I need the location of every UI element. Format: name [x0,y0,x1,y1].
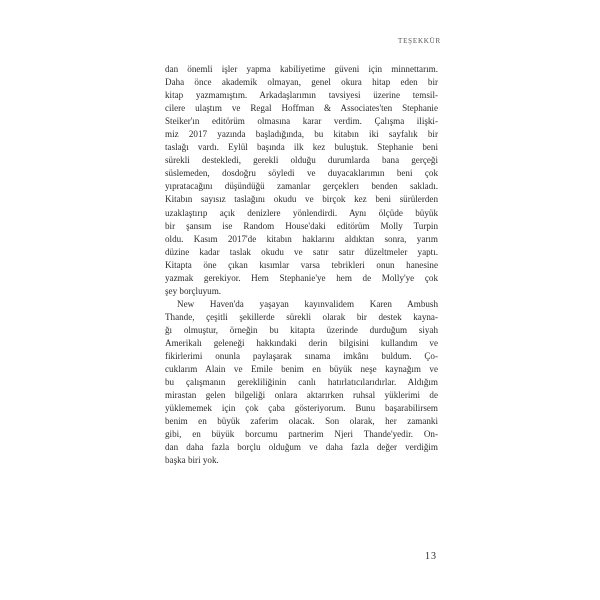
text-line: miz 2017 yazında başladığında, bu kitabın iki sayfalık bir [165,129,438,140]
text-line: cuklarım Alain ve Emile benim en büyük neşe kaynağım ve [165,364,438,375]
text-line: oldu. Kasım 2017'de kitabın haklarını aldıktan sonra, yarım [165,233,438,244]
text-line: bu çalışmanın gerekliliğinin canlı hatırlatıcılarıdırlar. Aldığım [165,377,438,388]
text-line: dan önemli işler yapma kabiliyetime güveni için minnettarım. [165,64,438,74]
text-line: düzine kadar taslak okudu ve satır satır düzeltmeler yaptı. [165,246,438,257]
text-line: gibi, en büyük borcumu partnerim Njeri Thande'yedir. On- [165,429,438,440]
text-line: sürekli destekledi, gerekli olduğu durumlarda bana gerçeği [165,155,438,166]
text-line: Thande, çeşitli şekillerde sürekli olarak bir destek kayna- [165,311,438,322]
body-text [165,63,438,467]
text-line: New Haven'da yaşayan kayınvalidem Karen Ambush [177,298,438,309]
text-line: yıpratacağını düşündüğü zamanlar gerçeklerı benden sakladı. [165,181,438,192]
text-line: Amerikalı geleneği hakkındaki derin bilgisini kullandım ve [165,337,438,348]
text-line: yüklememek için çok çaba gösteriyorum. Bunu başarabilirsem [165,403,438,414]
running-head: TEŞEKKÜR [398,37,441,45]
text-line: uzaklaştırıp açık denizlere yönlendirdi. Aynı ölçüde büyük [165,207,438,218]
text-line: Kitabın sayısız taslağını okudu ve birçok kez beni sürülerden [165,194,438,205]
page-number: 13 [425,551,437,562]
text-line: Kitapta öne çıkan kısımlar varsa tebrikleri onun hanesine [165,259,438,270]
text-line: benim en büyük zaferim olacak. Son olarak, her zamanki [165,416,438,427]
text-line: taslağı vardı. Eylül başında ilk kez buluştuk. Stephanie beni [165,142,438,153]
text-line: bir şansım ise Random House'daki editörüm Molly Turpin [165,220,438,231]
text-line: cilere ulaştım ve Regal Hoffman & Associates'ten Stephanie [165,103,438,114]
text-line: kitap yazmamıştım. Arkadaşlarımın tavsiyesi üzerine temsil- [165,90,438,101]
text-line: Steiker'ın editörüm olmasına karar verdim. Çalışma ilişki- [165,116,438,127]
paragraph [165,63,438,298]
text-line: fikirlerimi onunla paylaşarak sınama imkânı buldum. Ço- [165,351,438,362]
text-line: başka biri yok. [165,455,219,466]
text-line: dan daha fazla borçlu olduğum ve daha fazla değer verdiğim [165,442,438,453]
paragraph [165,298,438,468]
text-line: süslemeden, dosdoğru söyledi ve duyacaklarımın beni çok [165,168,438,179]
text-line: ğı olmuştur, örneğin bu kitapta üzerinde durduğum siyah [165,324,438,335]
text-line: mirastan gelen bilgeliği onlara aktarırken ruhsal yüklerimi de [165,390,438,401]
text-line: yazmak gerekiyor. Hem Stephanie'ye hem de Molly'ye çok [165,272,438,283]
text-line: şey borçluyum. [165,285,222,296]
text-line: Daha önce akademik olmayan, genel okura hitap eden bir [165,77,438,88]
